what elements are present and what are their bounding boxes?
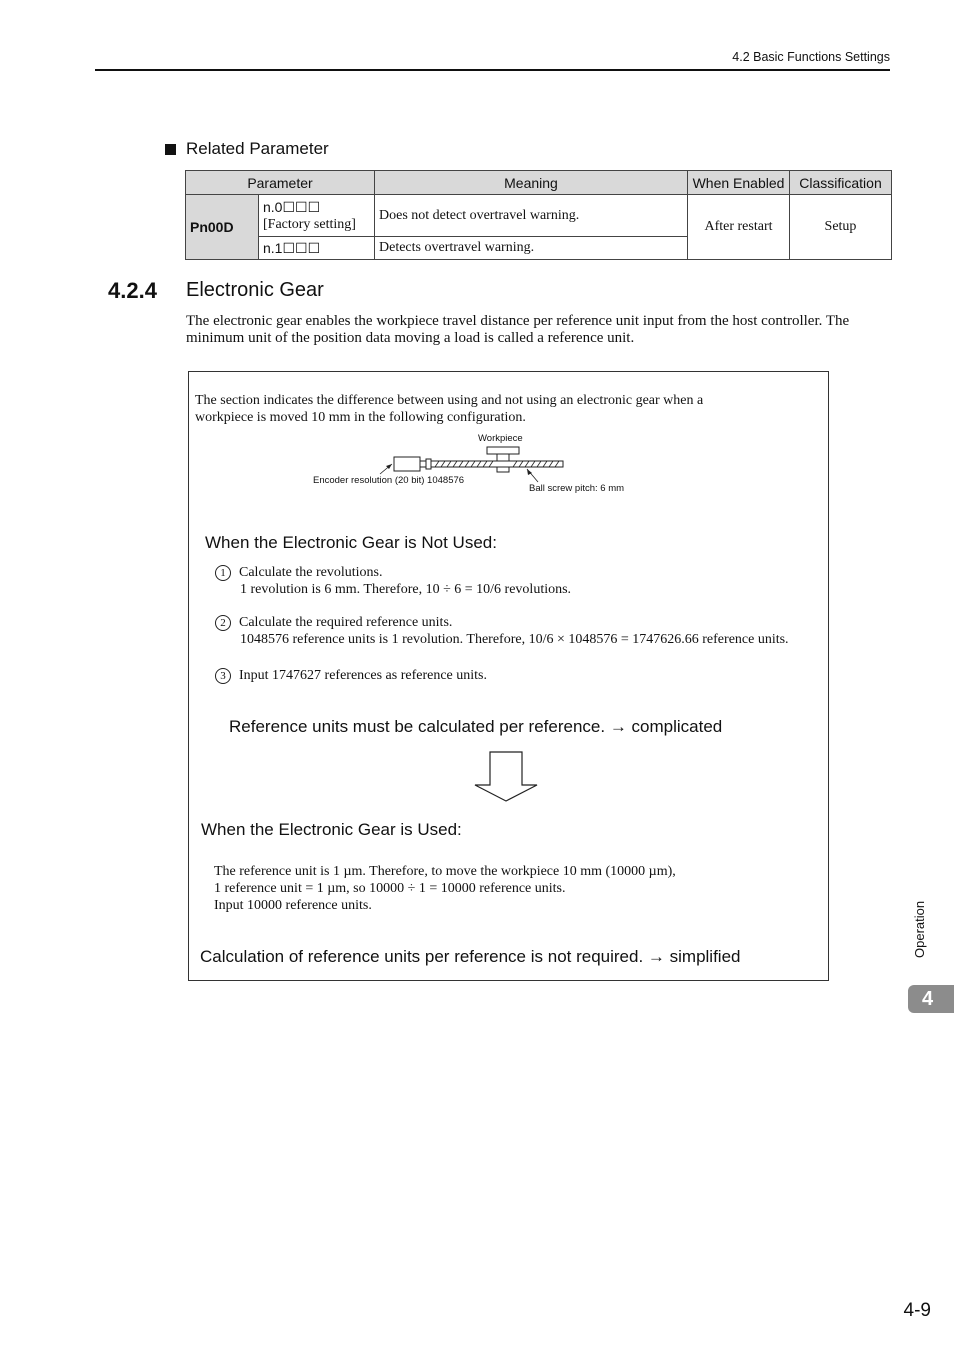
example-intro: The section indicates the difference between using and not using an electronic gear when a workpiece is moved 10 mm in the following configuration. xyxy=(195,393,704,425)
col-parameter: Parameter xyxy=(186,171,375,195)
parameter-number: Pn00D xyxy=(186,195,259,260)
section-title: Electronic Gear xyxy=(186,279,324,301)
workpiece-block xyxy=(487,447,519,454)
meaning-cell: Detects overtravel warning. xyxy=(375,237,688,260)
parameter-code-cell xyxy=(259,195,375,237)
step-number-badge: 1 xyxy=(215,565,231,581)
parameter-table xyxy=(185,170,892,260)
workpiece-label: Workpiece xyxy=(478,433,523,444)
down-arrow-icon xyxy=(473,751,539,803)
step-3 xyxy=(215,667,487,684)
used-line: 1 reference unit = 1 µm, so 10000 ÷ 1 = 10000 reference units. xyxy=(214,881,566,896)
used-result: Calculation of reference units per reference is not required. → simplified xyxy=(200,947,741,966)
used-explanation xyxy=(214,863,676,914)
table-row xyxy=(186,195,892,237)
used-line: Input 10000 reference units. xyxy=(214,898,372,913)
header-rule xyxy=(95,69,890,71)
step-text: Calculate the revolutions. xyxy=(239,565,383,580)
pitch-label: Ball screw pitch: 6 mm xyxy=(529,483,625,494)
step-1 xyxy=(215,564,571,598)
not-used-result: Reference units must be calculated per reference. → complicated xyxy=(229,717,723,736)
classification-cell: Setup xyxy=(790,195,892,260)
when-enabled-cell: After restart xyxy=(688,195,790,260)
used-heading: When the Electronic Gear is Used: xyxy=(201,820,462,839)
parameter-code: n.1☐☐☐ xyxy=(259,237,375,260)
step-detail: 1048576 reference units is 1 revolution. Therefore, 10/6 × 1048576 = 1747626.66 reference units. xyxy=(240,632,789,647)
step-detail: 1 revolution is 6 mm. Therefore, 10 ÷ 6 = 10/6 revolutions. xyxy=(240,582,572,597)
col-when-enabled: When Enabled xyxy=(688,171,790,195)
col-classification: Classification xyxy=(790,171,892,195)
step-text: Input 1747627 references as reference units. xyxy=(239,668,488,683)
table-header-row xyxy=(186,171,892,195)
step-text: Calculate the required reference units. xyxy=(239,615,453,630)
chapter-side-label: Operation xyxy=(912,900,927,958)
related-parameter-title: Related Parameter xyxy=(186,139,329,158)
example-box xyxy=(188,371,829,981)
col-meaning: Meaning xyxy=(375,171,688,195)
bearing xyxy=(426,459,431,469)
section-number: 4.2.4 xyxy=(108,278,157,303)
coupling xyxy=(420,461,426,467)
parameter-code: n.0☐☐☐ xyxy=(263,198,321,215)
encoder-label: Encoder resolution (20 bit) 1048576 xyxy=(313,475,465,486)
chapter-tab: 4 xyxy=(908,985,954,1013)
running-header: 4.2 Basic Functions Settings xyxy=(732,50,890,64)
servomotor xyxy=(394,457,420,471)
meaning-cell: Does not detect overtravel warning. xyxy=(375,195,688,237)
related-parameter-heading xyxy=(165,139,329,159)
page-number: 4-9 xyxy=(903,1300,931,1321)
used-line: The reference unit is 1 µm. Therefore, to move the workpiece 10 mm (10000 µm), xyxy=(214,864,676,879)
square-bullet-icon xyxy=(165,144,176,155)
step-number-badge: 3 xyxy=(215,668,231,684)
step-number-badge: 2 xyxy=(215,615,231,631)
factory-setting-note: [Factory setting] xyxy=(263,216,356,232)
not-used-heading: When the Electronic Gear is Not Used: xyxy=(205,533,497,552)
step-2 xyxy=(215,614,789,648)
section-intro: The electronic gear enables the workpiece travel distance per reference unit input from the host controller. The minimum unit of the position data moving a load is called a reference unit. xyxy=(186,313,850,346)
